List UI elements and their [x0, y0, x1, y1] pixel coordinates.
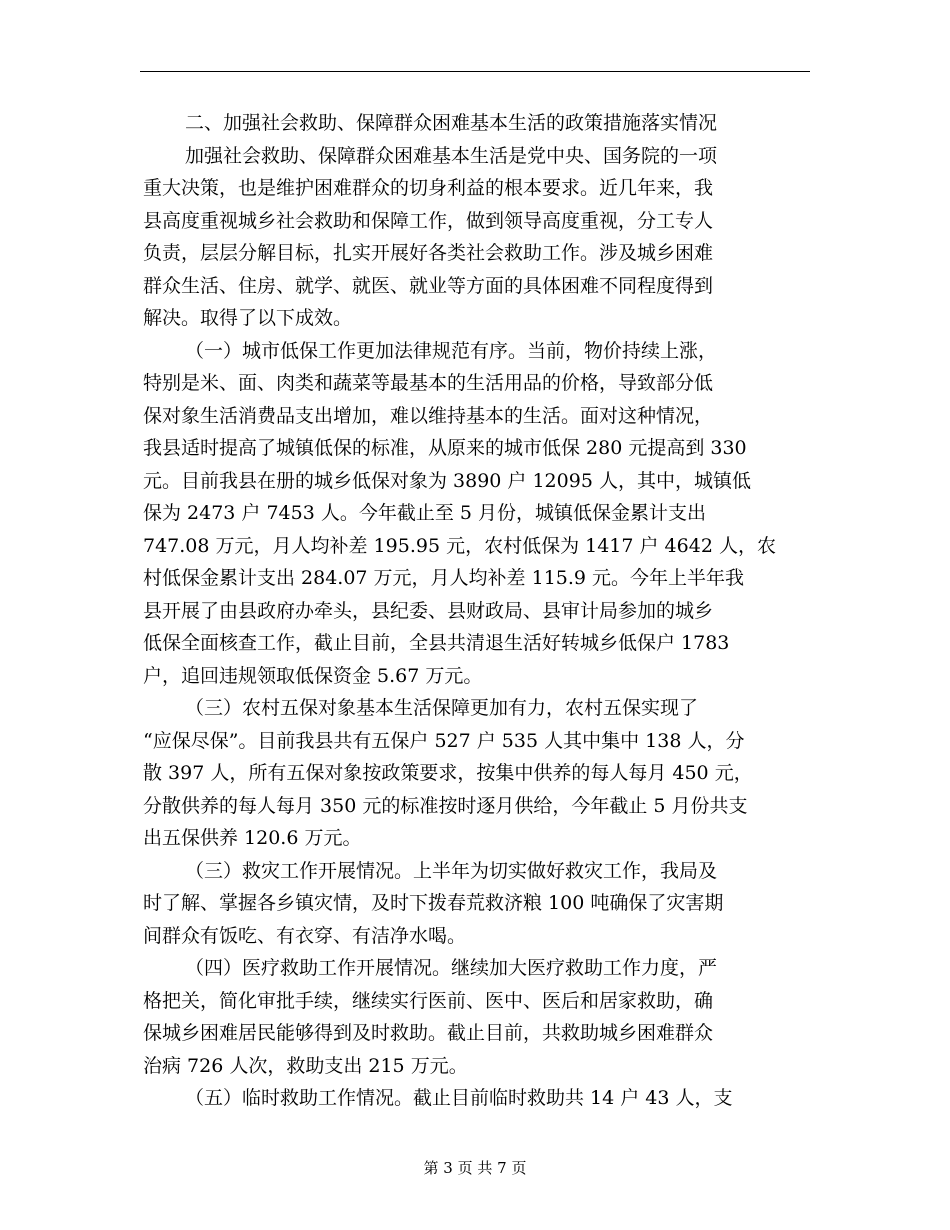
section-heading: 二、加强社会救助、保障群众困难基本生活的政策措施落实情况 [185, 112, 718, 134]
paragraph-line: 村低保金累计支出 284.07 万元，月人均补差 115.9 元。今年上半年我 [143, 567, 745, 589]
paragraph-line: 加强社会救助、保障群众困难基本生活是党中央、国务院的一项 [185, 144, 718, 167]
paragraph-line: 保城乡困难居民能够得到及时救助。截止目前，共救助城乡困难群众 [143, 1022, 714, 1044]
paragraph-line: （一）城市低保工作更加法律规范有序。当前，物价持续上涨， [185, 339, 718, 362]
paragraph-line: （五）临时救助工作情况。截止目前临时救助共 14 户 43 人，支 [185, 1087, 733, 1109]
paragraph-line: 治病 726 人次，救助支出 215 万元。 [143, 1054, 468, 1077]
paragraph-line: （三）农村五保对象基本生活保障更加有力，农村五保实现了 [185, 697, 699, 719]
paragraph-line: 元。目前我县在册的城乡低保对象为 3890 户 12095 人，其中，城镇低 [143, 469, 751, 492]
paragraph-line: 低保全面核查工作，截止目前，全县共清退生活好转城乡低保户 1783 [143, 632, 730, 654]
paragraph-line: “应保尽保”。目前我县共有五保户 527 户 535 人其中集中 138 人，分 [143, 729, 745, 752]
paragraph-line: 负责，层层分解目标，扎实开展好各类社会救助工作。涉及城乡困难 [143, 242, 714, 264]
paragraph-line: 出五保供养 120.6 万元。 [143, 827, 362, 849]
paragraph-line: 群众生活、住房、就学、就医、就业等方面的具体困难不同程度得到 [143, 274, 714, 297]
paragraph-line: 时了解、掌握各乡镇灾情，及时下拨春荒救济粮 100 吨确保了灾害期 [143, 892, 724, 914]
paragraph-line: 户，追回违规领取低保资金 5.67 万元。 [143, 664, 483, 687]
paragraph-line: 县开展了由县政府办牵头，县纪委、县财政局、县审计局参加的城乡 [143, 599, 714, 622]
paragraph-line: 散 397 人，所有五保对象按政策要求，按集中供养的每人每月 450 元， [143, 762, 753, 784]
page-number-footer: 第 3 页 共 7 页 [423, 1159, 527, 1177]
paragraph-line: 保对象生活消费品支出增加，难以维持基本的生活。面对这种情况， [143, 404, 714, 427]
paragraph-line: 747.08 万元，月人均补差 195.95 元，农村低保为 1417 户 4642 人，农 [143, 534, 776, 557]
paragraph-line: 重大决策，也是维护困难群众的切身利益的根本要求。近几年来，我 [143, 177, 714, 199]
paragraph-line: 我县适时提高了城镇低保的标准，从原来的城市低保 280 元提高到 330 [143, 437, 747, 459]
paragraph-line: （四）医疗救助工作开展情况。继续加大医疗救助工作力度，严 [185, 957, 718, 979]
paragraph-line: 保为 2473 户 7453 人。今年截止至 5 月份，城镇低保金累计支出 [143, 502, 707, 524]
paragraph-line: 特别是米、面、肉类和蔬菜等最基本的生活用品的价格，导致部分低 [143, 372, 714, 394]
paragraph-line: 分散供养的每人每月 350 元的标准按时逐月供给，今年截止 5 月份共支 [143, 794, 748, 817]
paragraph-line: （三）救灾工作开展情况。上半年为切实做好救灾工作，我局及 [185, 859, 718, 882]
paragraph-line: 县高度重视城乡社会救助和保障工作，做到领导高度重视，分工专人 [143, 209, 714, 232]
paragraph-line: 格把关，简化审批手续，继续实行医前、医中、医后和居家救助，确 [143, 989, 714, 1012]
header-rule [140, 71, 810, 72]
paragraph-line: 解决。取得了以下成效。 [143, 307, 353, 329]
paragraph-line: 间群众有饭吃、有衣穿、有洁净水喝。 [143, 924, 467, 947]
document-body [143, 107, 810, 1115]
